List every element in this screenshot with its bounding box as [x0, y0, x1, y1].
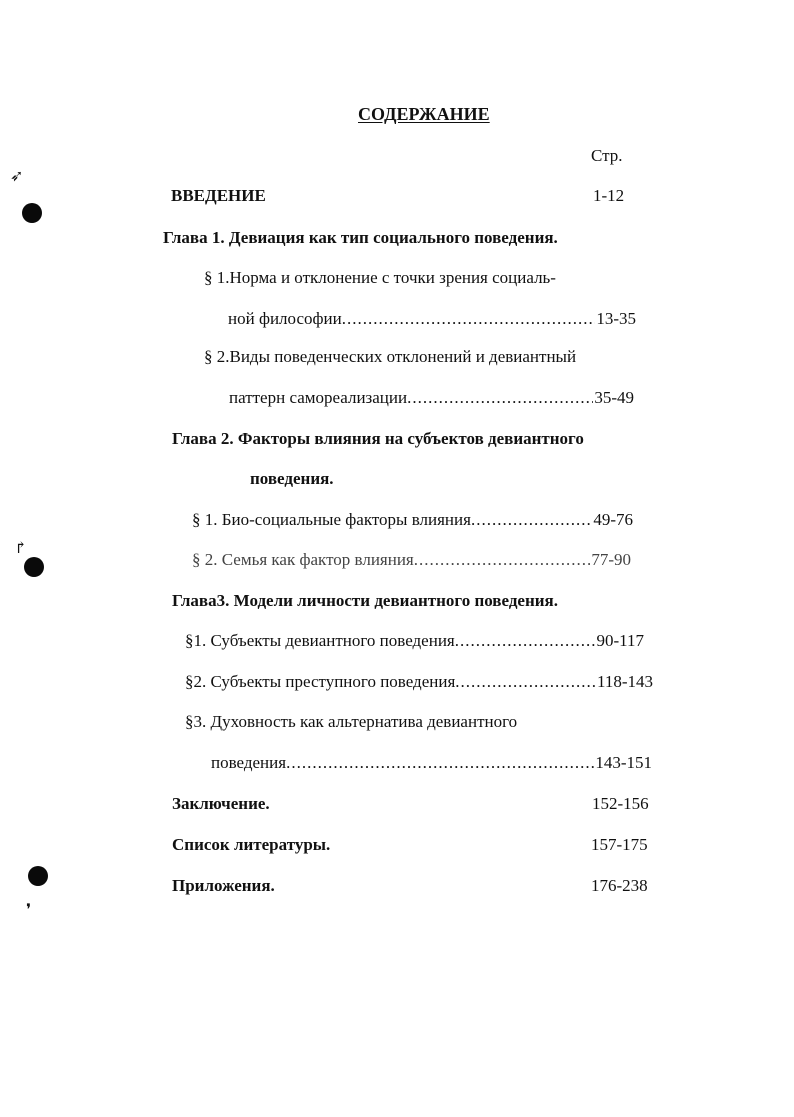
- section-3-2-pages: 118-143: [596, 672, 653, 691]
- chapter-2-title-line2: поведения.: [250, 469, 334, 488]
- section-3-1-entry: [185, 631, 644, 651]
- section-1-2-pages: 35-49: [594, 388, 634, 407]
- section-3-3-line1: §3. Духовность как альтернатива девиантного: [185, 712, 518, 731]
- scan-mark-icon: ➶: [10, 168, 24, 185]
- intro-label: ВВЕДЕНИЕ: [171, 186, 266, 205]
- leader-dots: [407, 388, 593, 408]
- section-2-1-entry: [192, 510, 633, 530]
- section-1-1-line1: § 1.Норма и отклонение с точки зрения социаль-: [204, 268, 556, 287]
- conclusion-label: Заключение.: [172, 794, 270, 813]
- section-1-1-pages: 13-35: [596, 309, 636, 328]
- chapter-1-title: Глава 1. Девиация как тип социального поведения.: [163, 228, 558, 247]
- section-3-3-line2: поведения: [211, 753, 287, 772]
- section-3-3-entry: [211, 753, 652, 773]
- section-1-2-line1: § 2.Виды поведенческих отклонений и девиантный: [204, 347, 577, 366]
- conclusion-pages: 152-156: [592, 794, 649, 813]
- chapter-2-title-line1: Глава 2. Факторы влияния на субъектов девиантного: [172, 429, 584, 448]
- appendices-pages: 176-238: [591, 876, 648, 895]
- page-title: СОДЕРЖАНИЕ: [358, 104, 490, 124]
- section-1-1-entry: [228, 309, 636, 329]
- leader-dots: [471, 510, 592, 530]
- chapter-3-title: Глава3. Модели личности девиантного поведения.: [172, 591, 558, 610]
- section-3-2-label: §2. Субъекты преступного поведения: [185, 672, 456, 691]
- appendices-label: Приложения.: [172, 876, 275, 895]
- section-3-3-pages: 143-151: [595, 753, 652, 772]
- section-1-1-line2: ной философии: [228, 309, 342, 328]
- intro-pages: 1-12: [593, 186, 625, 205]
- section-2-1-label: § 1. Био-социальные факторы влияния: [192, 510, 471, 529]
- section-1-2-line2: паттерн самореализации: [229, 388, 408, 407]
- section-2-2-pages: 77-90: [591, 550, 631, 569]
- binder-hole-middle: [24, 557, 44, 577]
- leader-dots: [286, 753, 594, 773]
- binder-hole-top: [22, 203, 42, 223]
- section-3-1-label: §1. Субъекты девиантного поведения: [185, 631, 455, 650]
- section-2-2-entry: [192, 550, 631, 570]
- binder-hole-bottom: [28, 866, 48, 886]
- leader-dots: [455, 631, 596, 651]
- page-column-label: Стр.: [591, 146, 623, 165]
- section-2-1-pages: 49-76: [593, 510, 633, 529]
- scan-mark-icon: ↱: [14, 540, 28, 557]
- references-label: Список литературы.: [172, 835, 331, 854]
- section-3-1-pages: 90-117: [596, 631, 644, 650]
- section-3-2-entry: [185, 672, 653, 692]
- section-2-2-label: § 2. Семья как фактор влияния: [192, 550, 414, 569]
- leader-dots: [455, 672, 596, 692]
- leader-dots: [342, 309, 596, 329]
- references-pages: 157-175: [591, 835, 648, 854]
- leader-dots: [414, 550, 591, 570]
- section-1-2-entry: [229, 388, 634, 408]
- scan-mark-icon: ❜: [26, 902, 32, 919]
